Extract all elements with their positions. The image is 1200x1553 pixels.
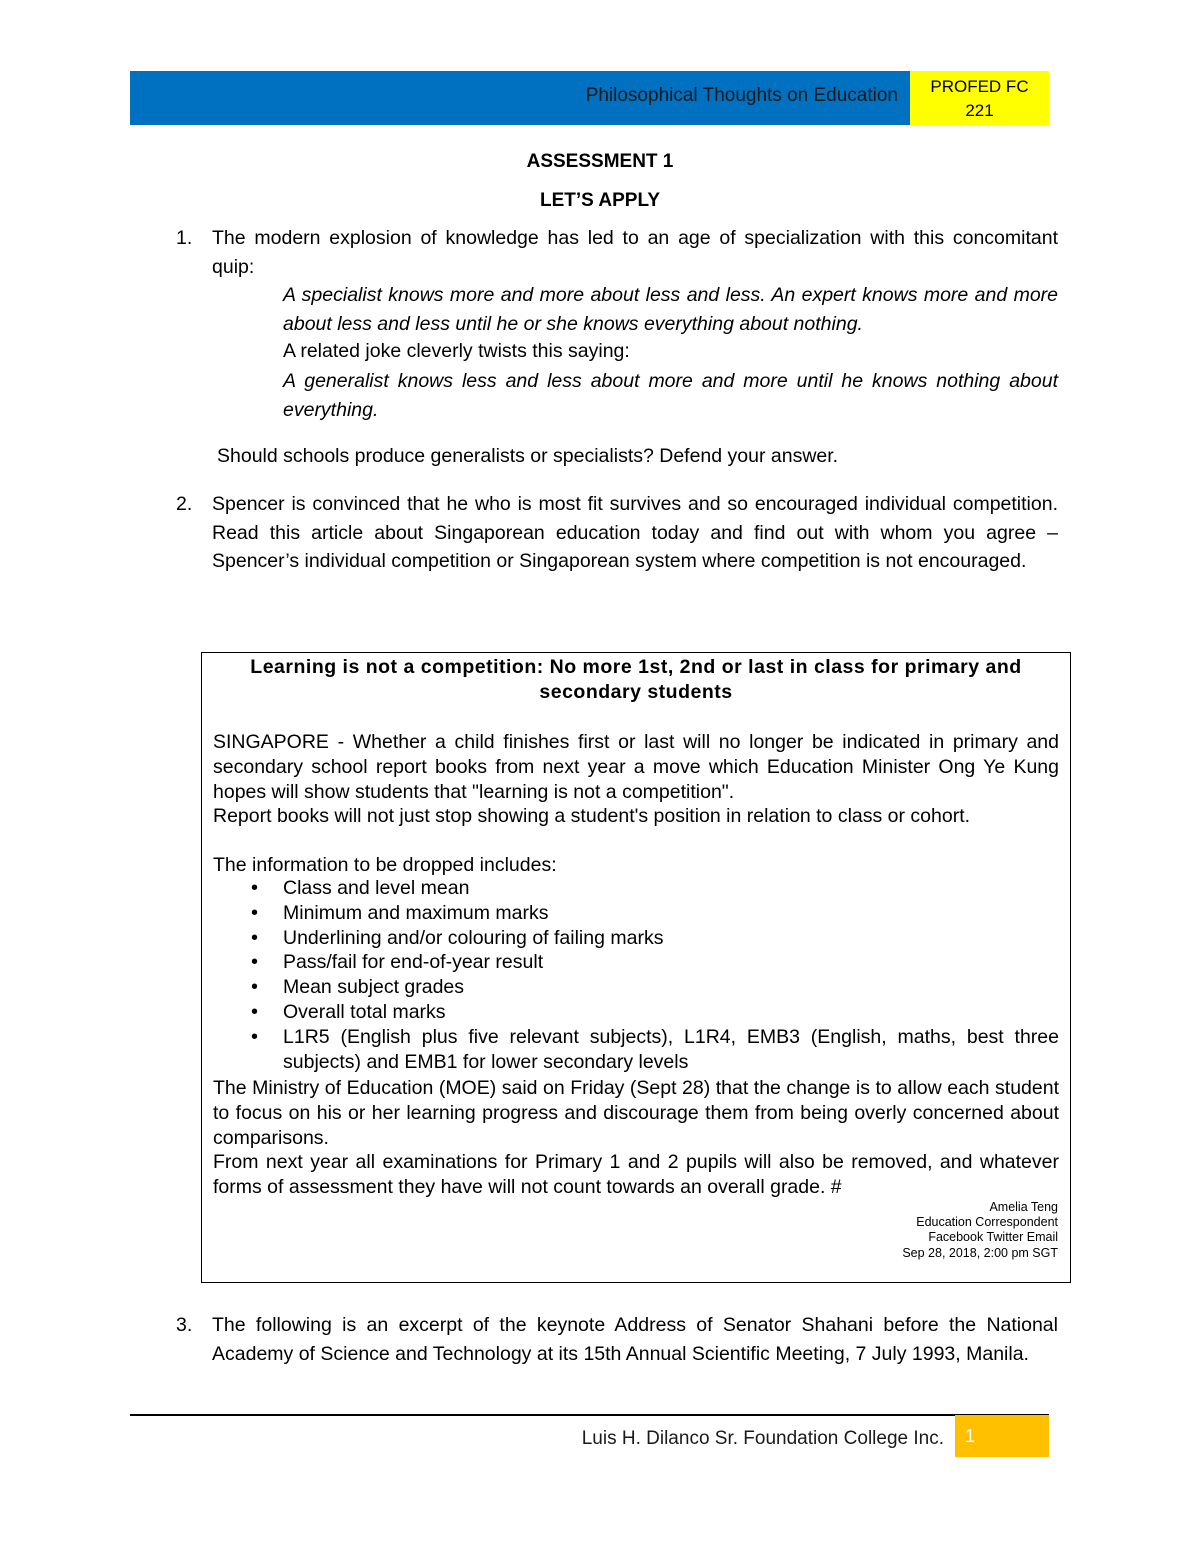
list-item: • Overall total marks bbox=[213, 1000, 1059, 1025]
article-title: Learning is not a competition: No more 1st, 2nd or last in class for primary and secondary students bbox=[250, 656, 1022, 703]
question-text: The modern explosion of knowledge has led to an age of specialization with this concomitant quip: bbox=[212, 227, 1058, 278]
author-name: Amelia Teng bbox=[989, 1200, 1058, 1214]
list-item: • Class and level mean bbox=[213, 876, 1059, 901]
dropped-info-list bbox=[213, 876, 1059, 1074]
question-2 bbox=[176, 490, 1058, 576]
list-item: • Underlining and/or colouring of failing marks bbox=[213, 926, 1059, 951]
page-number: 1 bbox=[965, 1426, 976, 1446]
question-1 bbox=[176, 224, 1058, 281]
author-role: Education Correspondent bbox=[916, 1215, 1058, 1230]
question-3 bbox=[176, 1311, 1058, 1368]
related-joke-text: A related joke cleverly twists this saying: bbox=[283, 340, 630, 362]
page-number-badge bbox=[955, 1415, 1049, 1457]
article-paragraph: The Ministry of Education (MOE) said on Friday (Sept 28) that the change is to allow each student to focus on his or her learning progress and discourage them from being overly concerned about comparisons. bbox=[213, 1077, 1059, 1149]
generalist-quote: A generalist knows less and less about more and more until he knows nothing about everything. bbox=[283, 370, 1058, 421]
course-code-badge bbox=[910, 71, 1049, 125]
assessment-subtitle: LET’S APPLY bbox=[539, 190, 660, 211]
question-number: 3. bbox=[176, 1314, 193, 1336]
list-item: • Pass/fail for end-of-year result bbox=[213, 950, 1059, 975]
article-list-intro: The information to be dropped includes: bbox=[213, 854, 557, 876]
question-text: Spencer is convinced that he who is most fit survives and so encouraged individual competition. Read this article about Singaporean education today and find out with whom you agree – Spencer’s individual competition or Singaporean system where competition is not encouraged. bbox=[212, 493, 1058, 573]
article-paragraph: Report books will not just stop showing a student's position in relation to class or cohort. bbox=[213, 805, 971, 827]
question-1-prompt: Should schools produce generalists or specialists? Defend your answer. bbox=[217, 445, 839, 467]
specialist-quote: A specialist knows more and more about less and less. An expert knows more and more about less and less until he or she knows everything about nothing. bbox=[283, 284, 1058, 335]
header-bar bbox=[130, 71, 910, 125]
question-number: 1. bbox=[176, 227, 193, 249]
list-item: • Mean subject grades bbox=[213, 975, 1059, 1000]
list-item: • L1R5 (English plus five relevant subjects), L1R4, EMB3 (English, maths, best three subjects) and EMB1 for lower secondary levels bbox=[213, 1025, 1059, 1075]
article-byline bbox=[902, 1200, 1058, 1261]
article-paragraph: SINGAPORE - Whether a child finishes first or last will no longer be indicated in primary and secondary school report books from next year a move which Education Minister Ong Ye Kung hopes will show students that "learning is not a competition". bbox=[213, 731, 1059, 803]
assessment-title: ASSESSMENT 1 bbox=[526, 151, 674, 172]
article-box bbox=[201, 652, 1071, 1283]
header-title: Philosophical Thoughts on Education bbox=[585, 85, 898, 106]
social-links: Facebook Twitter Email bbox=[928, 1230, 1058, 1245]
course-code-line1: PROFED FC bbox=[930, 77, 1029, 96]
article-date: Sep 28, 2018, 2:00 pm SGT bbox=[902, 1245, 1058, 1260]
article-paragraph: From next year all examinations for Primary 1 and 2 pupils will also be removed, and whatever forms of assessment they have will not count towards an overall grade. # bbox=[213, 1151, 1059, 1198]
list-item: • Minimum and maximum marks bbox=[213, 901, 1059, 926]
footer-divider bbox=[130, 1414, 1049, 1416]
footer-institution: Luis H. Dilanco Sr. Foundation College Inc. bbox=[581, 1428, 944, 1449]
question-number: 2. bbox=[176, 493, 193, 515]
question-text: The following is an excerpt of the keynote Address of Senator Shahani before the National Academy of Science and Technology at its 15th Annual Scientific Meeting, 7 July 1993, Manila. bbox=[212, 1314, 1058, 1365]
course-code-line2: 221 bbox=[965, 101, 994, 120]
